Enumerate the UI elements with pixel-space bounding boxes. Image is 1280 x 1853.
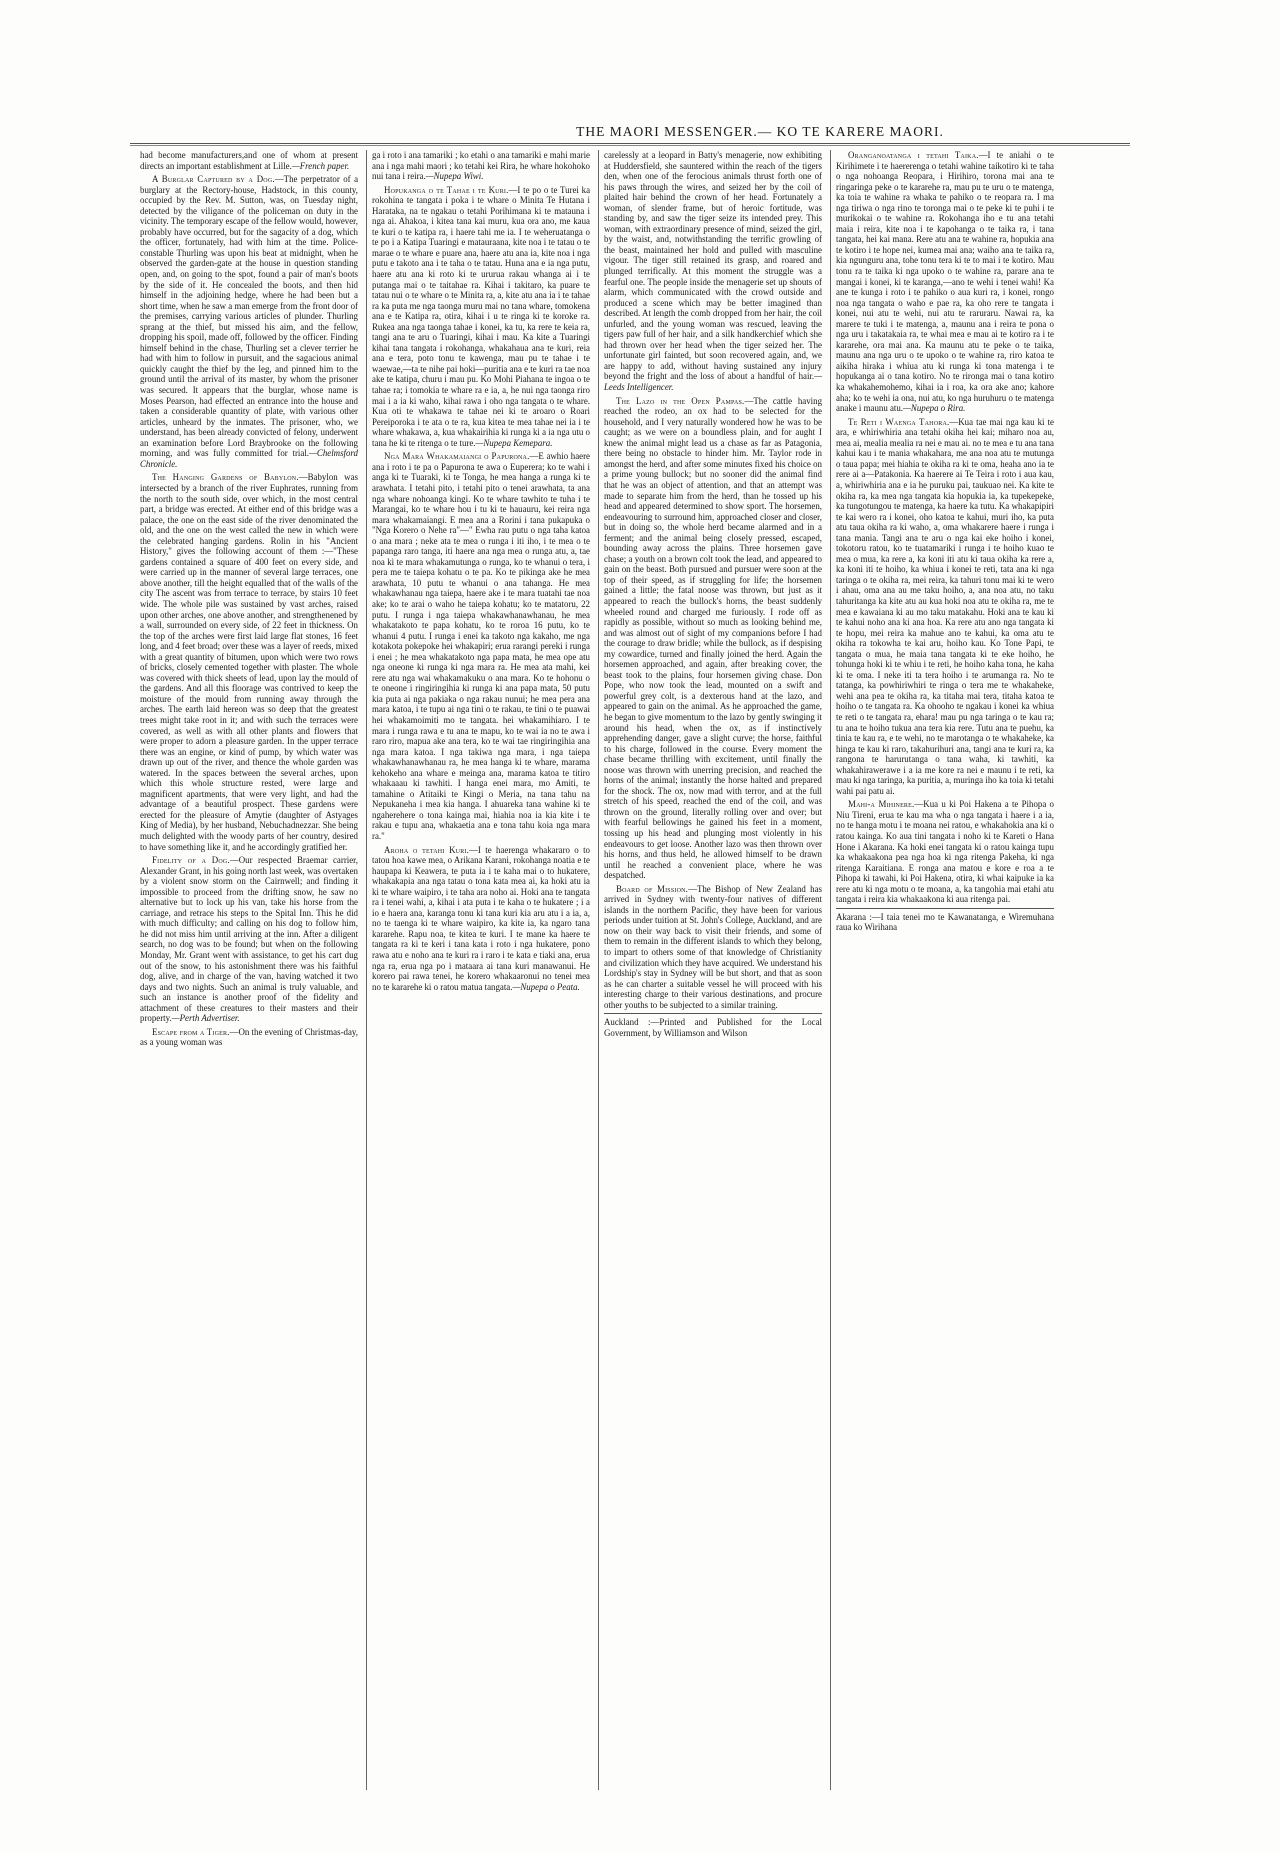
article-heading: Fidelity of a Dog. bbox=[152, 855, 230, 866]
article-source: —Perth Advertiser. bbox=[171, 1013, 240, 1024]
article-body: —E awhio haere ana i roto i te pa o Papurona te awa o Euperera; ko te wahi i anga ki te Tuaraki, ki te Tonga, he mea hanga a runga ki te arawhata. I tetahi pito, i tetahi pito o tenei arawhata, ta ana nga whare nohoanga kingi. Ko te whare tawhito te tuha i te Marangai, ko te whare hou i tu ki te hauauru, kei reira nga mara whakamaiangi. E mea ana a Rorini i tana pukapuka o "Nga Korero o Nehe ra"—" Ewha rau putu o nga taha katoa o ana mara ; neke ata te mea o runga i iti iho, i te mea o te papanga raro tanga, iti haere ana nga mea o runga atu, a, tae noa ki te mara whakamutunga o runga, ko te whanui o tera, i pera me te taiepa kohatu o te pa. Ko te pikinga ake he mea arawhata, 10 putu te whanui o ana tahanga. He mea whakawhanau nga taiepa, haere ake i te mara tuatahi tae noa ake; ko te arai o waho he taiepa kohatu; ko te matatoru, 22 putu. I runga i nga taiepa whakawhanawhanau, he mea whakatakoto te papa kohatu, ko te roroa 16 putu, ko te whanui 4 putu. I runga i enei ka takoto nga kakaho, me nga kotakota pokepoke hei whakapiri; erua rarangi pereki i runga i enei ; he mea whakatakoto nga papa mata, he mea ope atu nga oneone ki runga ki nga mara ra. He mea ata mahi, kei rere atu nga wai whakamakuku o ana mara. Ko te hohonu o te oneone i ringiringihia ki runga ki ana papa mata, 50 putu kia puta ai nga pakiaka o nga rakau nunui; he mea pera ana mara katoa, i te tupu ai nga tini o te rakau, te tini o te puawai hei whakamoimiti mo te tangata. hei whakamihiaro. I te mara i runga rawa e tu ana te mapu, ko te wai ia no te awa i raro riro, mapua ake ana tera, ko te wai tae ringiringihia ana nga mara katoa. I nga takiwa nga mara, i nga taiepa whakawhanawhanau ra, he mea hanga ki te whare, marama kehokeho ana whare e meinga ana, marama katoa te titiro whakaaau ki tawhiti. I hanga enei mara, mo Amiti, te tamahine o Atitaiki te Kingi o Meria, na tana tahu na Nepukaneha i mea kia hanga. I ahuareka tana wahine ki te ngaherehere o tona kainga mai, hiahia noa ia kia kite i te rakau e tupu ana, whakaetia ana e tona tahu koia nga mara ra." bbox=[372, 451, 590, 841]
article-body: carelessly at a leopard in Batty's menagerie, now exhibiting at Huddersfield, she sauntered within the reach of the tigers den, when one of the ferocious animals thrust forth one of his paws through the wires, and seized her by the coil of plaited hair behind the crown of her head. Fortunately a woman, of slender frame, but of heroic fortitude, was standing by, and saw the tiger seize its intended prey. This woman, with extraordinary presence of mind, seized the girl, by the waist, and, notwithstanding the terrific growling of the beast, maintained her hold and pulled with masculine vigour. The tiger still retained its grasp, and roared and plunged terrifically. At this moment the struggle was a fearful one. The people inside the menagerie set up shouts of alarm, which communicated with the crowd outside and produced a scene which may be better imagined than described. At length the comb dropped from her hair, the coil unfurled, and the young woman was rescued, leaving the tigers paw full of her hair, and a silk handkerchief which she had thrown over her head when the tiger seized her. The unfortunate girl fainted, but soon recovered again, and, we are happy to add, without having sustained any injury beyond the fright and the loss of about a handful of hair. bbox=[604, 150, 822, 382]
masthead-rule bbox=[130, 143, 1130, 146]
article-heading: The Lazo in the Open Pampas. bbox=[616, 395, 745, 406]
article-body: —The cattle having reached the rodeo, an ox had to be selected for the household, and I very naturally wondered how he was to be caught; as we were on a boundless plain, and for aught I knew the animal might lead us a chase as far as Patagonia, there being no obstacle to hinder him. Mr. Taylor rode in amongst the herd, and after some minutes fixed his choice on a prime young bullock; but no sooner did the animal find that he was an object of attention, and that an attempt was made to separate him from the herd, than he tossed up his head and appeared determined to show sport. The horsemen, endeavouring to surround him, approached closer and closer, but in doing so, the whole herd became alarmed and in a ferment; and the animal being closely pressed, escaped, bounding away across the plains. Three horsemen gave chase; a youth on a brown colt took the lead, and appeared to gain on the beast. Both pursued and pursuer were soon at the top of their speed, as if struggling for life; the horsemen gained a little; the fatal noose was thrown, but just as it appeared to reach the bullock's horns, the beast suddenly wheeled round and charged me furiously. I rode off as rapidly as possible, without so much as looking behind me, and was almost out of sight of my companions before I had the courage to draw bridle; while the bullock, as if despising my cowardice, turned and finally joined the herd. Again the horsemen approached, and again, after breaking cover, the beast took to the plains, four horsemen giving chase. Don Pope, who now took the lead, mounted on a swift and powerful grey colt, is a dexterous hand at the lazo, and appeared to gain on the animal. As he approached the game, he began to give momentum to the lazo by gently swinging it around his head, when the ox, as if instinctively apprehending danger, gave a slight curve; the horse, faithful to his charge, followed in the course. Every moment the chase became thrilling with excitement, until finally the noose was thrown with unerring precision, and reached the horns of the animal; instantly the horse halted and prepared for the shock. The ox, now mad with terror, and at the full stretch of his speed, reached the end of the coil, and was thrown on the ground, literally rolling over and over; but with fearful bellowings he gained his feet in a moment, tossing up his head and plunging most violently in his endeavours to get loose. Another lazo was then thrown over his horns, and thus held, he allowed himself to be drawn until he reached a convenient place, where he was despatched. bbox=[604, 395, 822, 881]
article-body: —I te po o te Turei ka rokohina te tangata i poka i te whare o Minita Te Hutana i Harataka, na te ngakau o tetahi Porihimana ki te matauna i nga ai. Ahakoa, i kitea tana kai muru, kua ora ano, me kaua te kuri o te katipa ra, i haere tahi me ia. I te weheruatanga o te po i a Katipa Tuaringi e matauraana, kite noa i te tatau o te marae o te whare e puare ana, haere atu ana ia, kite noa i nga putu e takoto ana i te taha o te tatau. Huna ana e ia nga putu, haere atu ana ki roto ki te ururua rakau whanga ai i te putanga mai o te taitahae ra. Kihai i takitaro, ka puare te tatau nui o te whare o te Minita ra, a, kite atu ana ia i te tahae ra ka puta me nga taonga muru mai no tana whare, tomokena ana e te Katipa ra, otira, kihai i u te ringa ki te koroke ra. Rukea ana nga taonga tahae i konei, ka tu, ka rere te keia ra, tangi ana te aru o Tuaringi, kihai i mau. Ka kite a Tuaringi kihai tana tangata i rokohanga, whakahaua ana te kuri, reia ana e tera, poto tonu te kawenga, mau pu te tahae i te waewae,—ta te nihe pai hoki—puritia ana e te kuri ra tae noa ake te katipa, churu i mau pu. Ko Mohi Piahana te ingoa o te tahae ra; i tomokia te whare ra e ia, a, he nui nga taonga riro mai i a ia ki waho, kihai rawa i oho nga tangata o te whare. Kua oti te whakawa te tahae nei ki te aroaro o Roari Pereiporoka i te ata o te ra, kua kitea te mea tahae nei ia i te whare whakawa, a, kua whakairihia ki runga ki a ia nga utu o tana he ki te ritenga o te ture. bbox=[372, 184, 590, 448]
column-divider bbox=[830, 150, 831, 1790]
article-body: —Babylon was intersected by a branch of the river Euphrates, running from the north to the south side, over which, in the most central part, a bridge was erected. At either end of this bridge was a palace, the one on the east side of the river denominated the old, and the one on the west called the new in which were the celebrated hanging gardens. Rolin in his "Ancient History," gives the following account of them :—"These gardens contained a square of 400 feet on every side, and were carried up in the manner of several large terraces, one above another, till the height equalled that of the walls of the city The ascent was from terrace to terrace, by stairs 10 feet wide. The whole pile was sustained by vast arches, raised upon other arches, one above another, and strengthenened by a wall, surrounded on every side, of 22 feet in thickness. On the top of the arches were first laid large flat stones, 16 feet long, and 4 feet broad; over these was a layer of reeds, mixed with a great quantity of bitumen, upon which were two rows of bricks, closely cemented together with plaster. The whole was covered with thick sheets of lead, upon lay the mould of the gardens. And all this floorage was contrived to keep the moisture of the mould from running away through the arches. The earth laid hereon was so deep that the greatest trees might take root in it; and with such the terraces were covered, as well as with all other plants and flowers that were proper to adorn a pleasure garden. In the upper terrace there was an engine, or kind of pump, by which water was drawn up out of the river, and thence the whole garden was watered. In the spaces between the several arches, upon which this whole structure rested, were large and magnificent apartments, that were very light, and had the advantage of a beautiful prospect. These gardens were erected for the pleasure of Amytie (daughter of Astyages King of Media), by her husband, Nebuchadnezzar. She being much delighted with the woody parts of her country, desired to have something like it, and he accordingly gratified her. bbox=[140, 472, 358, 852]
article-body: Akarana :—I taia tenei mo te Kawanatanga, e Wiremuhana raua ko Wirihana bbox=[836, 911, 1054, 933]
article bbox=[372, 150, 590, 182]
article bbox=[140, 855, 358, 1024]
article bbox=[372, 451, 590, 841]
article-body: —Our respected Braemar carrier, Alexander Grant, in his going north last week, was overtaken by a violent snow storm on the Cairnwell; and finding it impossible to proceed from the drifting snow, he saw no alternative but to lock up his van, take his horse from the carriage, and retrace his steps to the Spital Inn. This he did with much difficulty; and calling on his dog to follow him, he did not miss him until arriving at the inn. After a diligent search, no dog was to be found; but when on the following Monday, Mr. Grant went with assistance, to get his cart dug out of the snow, to his astonishment there was his faithful dog, alive, and in charge of the van, having watched it two days and two nights. Such an animal is truly valuable, and such an instance is another proof of the fidelity and attachment of these creatures to their masters and their property. bbox=[140, 855, 358, 1024]
article-source: —Nupepa Wiwi. bbox=[425, 171, 484, 182]
article-body: —Kua u ki Poi Hakena a te Pihopa o Niu Tireni, erua te kau ma wha o nga tangata i haere i a ia, no te hanga motu i te moana nei ratou, e whakahokia ana ki o ratou kainga. Ko aua tini tangata i noho ki te Kareti o Hana Hone i Akarana. Ka hoki enei tangata ki o ratou kainga tupu ka whakaakona pea nga hoa ki nga ritenga Pakeha, ki nga ritenga Karaitiana. E ronga ana matou e kore e roa a te Pihopa ki tawahi, ki Poi Hakena, otira, ki whai kaipuke ia ka rere atu ki nga motu o te moana, a, ka tangohia mai etahi atu tangata i reira kia whakaakona ki aua ritenga pai. bbox=[836, 799, 1054, 905]
article bbox=[140, 174, 358, 469]
article-source: —Chelmsford Chronicle. bbox=[140, 448, 358, 469]
column-2 bbox=[372, 150, 590, 1790]
article-source: —Nupepa o Peata. bbox=[512, 981, 580, 992]
article bbox=[372, 185, 590, 449]
column-3 bbox=[604, 150, 822, 1790]
column-1 bbox=[140, 150, 358, 1790]
article-body: —Kua tae mai nga kau ki te ara, e whiriwhiria ana tetahi okiha hei kai; miharo noa au, mea ai, mealia mealia ra nei e mau ai. no te mea e tu ana tana kahui kau i te mania whakahara, me ana noa atu te mutunga o taua papa; mei hiahia te okiha ra ki te oma, heaha ano ia te rere ai a—Patakonia. Ka haerere ai Te Teira i roto i aua kau, a, whiriwhiria ana e ia he puruku pai, taukuao nei. Ka kite te okiha ra, ka mea nga tangata kia hopukia ia, ka tupekepeke, ka tungotungou te matenga, ka haere ka tutu. Ka whakapipiri te kai wero ra i konei, oho katoa te kahui, muri iho, ka puta atu taua okiha ra ki waho, a, oma whakarere haere i runga i tana mania. Tangi ana te aru o nga kai eke hoiho i konei, tokotoru ratou, ko te tuatamariki i runga i te hoiho kuao te mea o mua, ka rere a, ka koni iti atu ki taua okiha ka rere a, ka koni iti te hoiho, ka whiua i konei te reti, tata ana ki nga taringa o te okiha ra, mei reira, ka tahuri tonu mai ki te wero i ahau, oma ana au me taku hoiho, a, ana noa atu, no taku tahuritanga ka kite atu au kua hoki noa atu te okiha ra, me te mea e kawaiana ki au mo taku matakahu. Hoki ana te kau ki te kahui noho ana ki ana hoa. Ka rere atu ano nga tangata ki te hopu, mei reira ka mahue ano te kahui, ka oma atu te okiha ra tokowha te kai aru, hoiho kau. Ko Tone Papi, te tangata o mua, he maia tana tangata ki te eke hoiho, he tohunga hoki ki te whiu i te reti, he hoiho kaha tona, he kaha ki te oma. I neke iti ta tera hoiho i te arumanga ra. No te tatanga, ka powhiriwhiri te ringa o tera me te whakaheke, wehi ana pea te okiha ra, ka titaha mai tera, titaha katoa te hoiho o te tangata ra. Ka ohooho te ngakau i konei ka whiua te reti o te tangata ra, ehara! mau pu nga taringa o te kau ra; tu ana te hoiho tukua ana tera kia rere. Tutu ana te puehu, ka tinia te kau ra, e te wehi, no te marotanga o te whakaheke, ka hinga te kau ki raro, takahurihuri ana, tangi ana te kuri ra, ka rangona te harurutanga o tana waha, ki tawhiti, ka whakahirawerawe i a ia me kore ra nei e maunu i te reti, ka mau ki nga taringa, ka puritia, a, muringa iho ka toia ki tetahi wahi pai patu ai. bbox=[836, 416, 1054, 796]
imprint bbox=[836, 908, 1054, 933]
article bbox=[836, 417, 1054, 797]
article-source: —Nupepa Kemepara. bbox=[475, 437, 553, 448]
article-source: —French paper. bbox=[291, 160, 350, 171]
article-body: had become manufacturers,and one of whom at present directs an important establishment at Lille. bbox=[140, 150, 358, 171]
article bbox=[372, 845, 590, 993]
article-heading: Board of Mission. bbox=[616, 883, 689, 894]
article-source: —Leeds Intelligencer. bbox=[604, 371, 822, 393]
article-heading: Nga Mara Whakamaiangi o Papurona. bbox=[384, 451, 530, 462]
article-heading: Hopukanga o te Tahae i te Kuri. bbox=[384, 184, 509, 195]
article bbox=[140, 1027, 358, 1048]
article-body: —I te haerenga whakararo o to tatou hoa kawe mea, o Arikana Karani, rokohanga noatia e te haupapa ki Keawera, te puta ia i te kaha mai o to hukatere, whakakapia ana nga tatau o tona kata mea ai, ka hoki atu ia ki te whare waipiro, i te taha ara noho ai. Hoki ana te tangata ra i tenei wahi, a, kihai i ata puta i te kaha o te hukatere ; i a io e haera ana, karanga tonu ki tana kuri kia aru atu i a ia, a, no te taenga ki te whare waipiro, ka kite ia, ka ngaro tana kararehe. Rapu noa, te kitea te kuri. I te mane ka haere te tangata ra ki te keri i tana kata i roto i nga hukatere, pono rawa atu e noho ana te kuri ra i raro i te kata e tiaki ana, erua nga ra, erua nga po i mataara ai tana kuri manawanui. He korero pai rawa tenei, he korero whakaaronui no tenei mea no te kararehe ki o ratou matua tangata. bbox=[372, 844, 590, 992]
article-body: Auckland :—Printed and Published for the Local Government, by Williamson and Wilson bbox=[604, 1017, 822, 1038]
article-body: ga i roto i ana tamariki ; ko etahi o ana tamariki e mahi marie ana i nga mahi maori ; ko tetahi kei Rira, he whare hokohoko nui tana i reira. bbox=[372, 150, 590, 182]
article-heading: Escape from a Tiger. bbox=[152, 1026, 230, 1037]
article-heading: Te Reti i Waenga Tahora. bbox=[848, 416, 950, 427]
article bbox=[604, 150, 822, 393]
column-4 bbox=[836, 150, 1054, 1790]
article bbox=[604, 884, 822, 1011]
article-body: —I te aniahi o te Kirihimete i te haererenga o tetahi wahine taikotiro ki te taha o nga nohoanga Reopara, i Hirihiro, torona mai ana te ringaringa peke o te kararehe ra, mau pu te uru o te matenga, ka toia te wahine ra whaka te pahiko o te reopara ra. I ma nga tiriwa o nga rino te toronga mai o te peke ki te puhi i te murikokai o te wahine ra. Rokohanga iho e tu ana tetahi maia i reira, kite noa i te kapohanga o te taika ra, i tana tangata, hei kai mana. Rere atu ana te wahine ra, hopukia ana te kotiro i te hope nei, kumea mai ana; waiho ana te taika ra, kia ngunguru ana, tohe tonu tera ki te to mai i te kotiro. Mau tonu ra te taika ki nga upoko o te wahine ra, parare ana te mangai i konei, ki te karanga,—ano te wehi i tenei wahi! Ka ane te kunga i roto i te pahiko o aua kuri ra, i konei, rongo noa nga tangata o waho e pae ra, ka oho rere te tangata i konei, nui atu te wehi, nui atu te raruraru. Nawai ra, ka marere te tuki i te matenga, a, maunu ana i reira te pona o nga uru i takatakaia ra, te whai mea e mau ai te kotiro ra i te kararehe, ora mai ana. Ka maunu atu te peke o te taika, maunu ana nga uru o te upoko o te wahine ra, riro katoa te aikiha hiraka i whiua atu ki runga ki tona matenga i te hopukanga ai o tana kotiro. No te rironga mai o tana kotiro ka whakahemohemo, kihai ia i roa, ka ora ake ano; kahore aha; ko te wehi ia ona, nui atu, ko nga huruhuru o te matenga anake i maunu atu. bbox=[836, 150, 1054, 414]
masthead-title: THE MAORI MESSENGER.— KO TE KARERE MAORI. bbox=[576, 124, 944, 139]
imprint bbox=[604, 1013, 822, 1038]
article-body: —On the evening of Christmas-day, as a young woman was bbox=[140, 1026, 358, 1048]
column-divider bbox=[366, 150, 367, 1790]
article-heading: Oranganoatanga i tetahi Taika. bbox=[848, 150, 979, 160]
article-heading: The Hanging Gardens of Babylon. bbox=[152, 472, 299, 483]
article-heading: Mahi-a Mihinere. bbox=[848, 799, 915, 810]
article-body: —The perpetrator of a burglary at the Rectory-house, Hadstock, in this county, occupied by the Rev. M. Sutton, was, on Tuesday night, detected by the viligance of the policeman on duty in the vicinity. The temporary escape of the fellow would, however, probably have occurred, but for the sagacity of a dog, which the officer, fortunately, had with him at the time. Police-constable Thurling was upon his beat at midnight, when he observed the garden-gate at the house in question standing open, and, on going to the spot, found a pair of man's boots by the side of it. He concealed the boots, and then hid himself in the adjoining hedge, where he had been but a short time, when he saw a man emerge from the front door of the premises, carrying various articles of plunder. Thurling sprang at the thief, but missed his aim, and the fellow, dropping his spoil, made off, followed by the officer. Finding himself behind in the chase, Thurling set a clever terrier he had with him to follow in pursuit, and the sagacious animal quickly caught the thief by the leg, and pinned him to the ground until the arrival of its master, by whom the prisoner was secured. It appears that the burglar, whose name is Moses Pearson, had effected an entrance into the house and taken a considerable quantity of plate, with various other articles, unheard by the inmates. The prisoner, who, we understand, has been already convicted of felony, underwent an examination before Lord Braybrooke on the following morning, and was fully committed for trial. bbox=[140, 174, 358, 459]
article bbox=[604, 396, 822, 881]
article-source: —Nupepa o Rira. bbox=[903, 403, 966, 414]
article bbox=[140, 472, 358, 852]
article bbox=[836, 150, 1054, 414]
article-heading: A Burglar Captured by a Dog. bbox=[152, 174, 275, 185]
article bbox=[140, 150, 358, 171]
column-divider bbox=[598, 150, 599, 1790]
article-heading: Aroha o tetahi Kuri. bbox=[384, 844, 470, 855]
article-body: —The Bishop of New Zealand has arrived in Sydney with twenty-four natives of different islands in the northern Pacific, they have been for various periods under tuition at St. John's College, Auckland, and are now on their way back to visit their friends, and some of them to remain in the different islands to which they belong, to impart to others some of that knowledge of Christianity and civilization which they have acquired. We understand his Lordship's stay in Sydney will be but short, and that as soon as he can charter a suitable vessel he will proceed with his interesting charge to their various destinations, and procure other youths to be subjected to a similar training. bbox=[604, 883, 822, 1010]
article bbox=[836, 799, 1054, 904]
